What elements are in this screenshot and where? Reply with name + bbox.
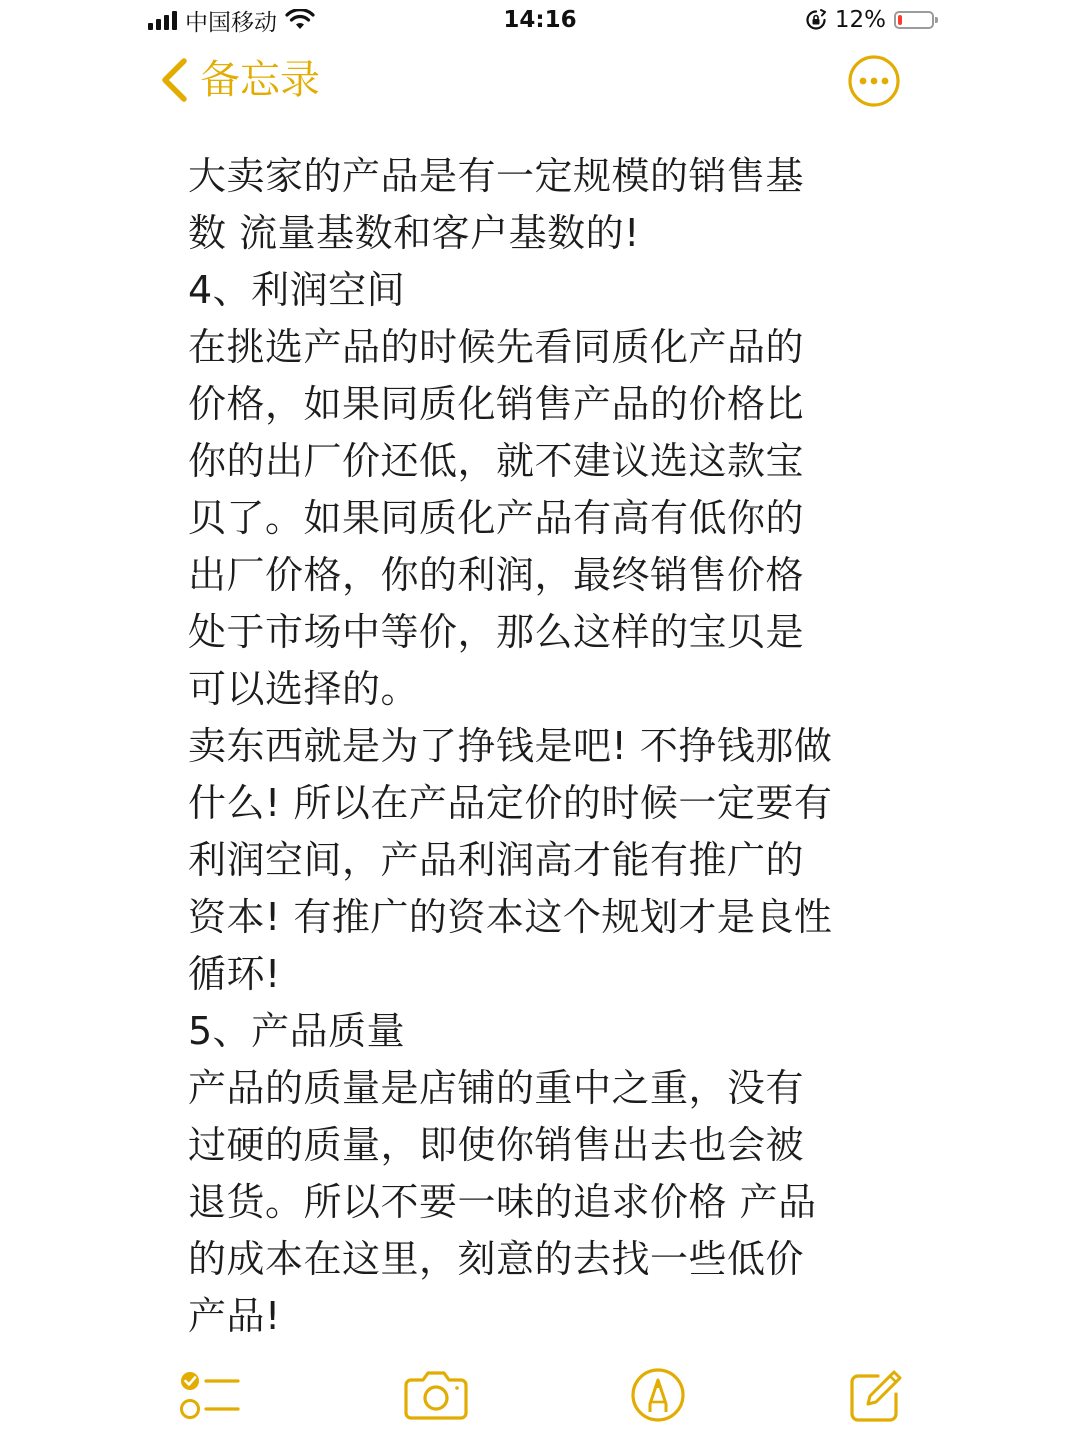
camera-button[interactable]: [403, 1364, 469, 1424]
note-line: 在挑选产品的时候先看同质化产品的: [188, 325, 805, 369]
more-button[interactable]: [847, 54, 901, 108]
carrier-name: 中国移动: [185, 9, 277, 36]
note-line: 数 流量基数和客户基数的!: [188, 211, 640, 255]
battery-icon: [894, 11, 934, 29]
status-right: [805, 4, 934, 36]
camera-icon: [403, 1364, 469, 1424]
status-time: 14:16: [503, 7, 577, 33]
note-line: 贝了。如果同质化产品有高有低你的: [188, 496, 805, 540]
note-line: 产品的质量是店铺的重中之重，没有: [188, 1066, 805, 1110]
note-line: 处于市场中等价，那么这样的宝贝是: [188, 610, 805, 654]
status-bar: [0, 0, 1080, 42]
note-body[interactable]: [188, 148, 888, 1345]
more-icon: [847, 54, 901, 108]
note-line: 的成本在这里，刻意的去找一些低价: [188, 1237, 805, 1281]
markup-button[interactable]: [630, 1364, 686, 1424]
back-button[interactable]: [158, 52, 320, 108]
note-line: 可以选择的。: [188, 667, 420, 711]
note-line: 大卖家的产品是有一定规模的销售基: [188, 154, 805, 198]
note-line: 价格，如果同质化销售产品的价格比: [188, 382, 805, 426]
note-line: 产品!: [188, 1294, 281, 1338]
checklist-icon: [178, 1364, 240, 1424]
note-line: 退货。所以不要一味的追求价格 产品: [188, 1180, 817, 1224]
note-line: 4、利润空间: [188, 268, 406, 312]
compose-button[interactable]: [848, 1364, 904, 1424]
note-line: 循环!: [188, 952, 281, 996]
note-line: 资本! 有推广的资本这个规划才是良性: [188, 895, 833, 939]
back-label: 备忘录: [200, 57, 320, 103]
markup-icon: [630, 1364, 686, 1424]
compose-icon: [848, 1364, 904, 1424]
chevron-left-icon: [158, 55, 190, 105]
note-line: 利润空间，产品利润高才能有推广的: [188, 838, 805, 882]
battery-percent: 12%: [834, 7, 886, 33]
battery-level-fill: [898, 15, 902, 25]
note-line: 过硬的质量，即使你销售出去也会被: [188, 1123, 805, 1167]
note-line: 你的出厂价还低，就不建议选这款宝: [188, 439, 805, 483]
checklist-button[interactable]: [178, 1364, 240, 1424]
note-line: 什么! 所以在产品定价的时候一定要有: [188, 781, 833, 825]
note-line: 卖东西就是为了挣钱是吧! 不挣钱那做: [188, 724, 833, 768]
rotation-lock-icon: [805, 9, 827, 31]
note-line: 出厂价格，你的利润，最终销售价格: [188, 553, 805, 597]
note-line: 5、产品质量: [188, 1009, 406, 1053]
